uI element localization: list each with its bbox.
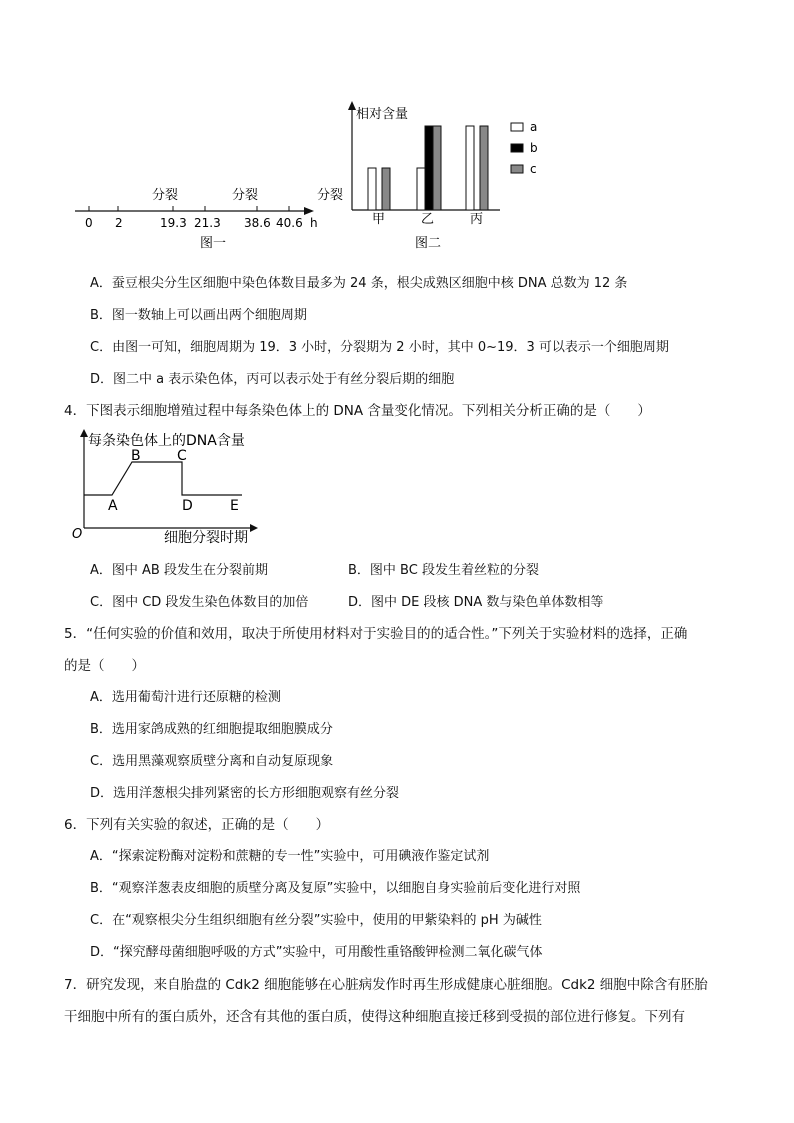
q3-option-a: A．蚕豆根尖分生区细胞中染色体数目最多为 24 条，根尖成熟区细胞中核 DNA 总数为 12 条 [90,276,628,291]
axis-unit-h: h [310,216,318,230]
point-label-e: E [230,498,239,514]
bar-c-甲 [382,168,390,210]
figure-2-caption: 图二 [415,236,442,251]
q6-option-c: C．在“观察根尖分生组织细胞有丝分裂”实验中，使用的甲紫染料的 pH 为碱性 [90,913,542,928]
q7-stem-line2: 干细胞中所有的蛋白质外，还含有其他的蛋白质，使得这种细胞直接迁移到受损的部位进行修复。下列有 [64,1009,685,1025]
graph-ylabel: 每条染色体上的DNA含量 [88,433,245,449]
q4-dna-content-graph [70,425,300,550]
category-label-bing: 丙 [470,212,484,227]
legend-swatch-c [511,165,523,173]
graph-y-arrowhead [80,429,88,437]
q4-option-d: D．图中 DE 段核 DNA 数与染色单体数相等 [348,595,604,610]
q3-option-d: D．图二中 a 表示染色体，丙可以表示处于有丝分裂后期的细胞 [90,372,455,387]
bar-c-乙 [433,126,441,210]
chart-ylabel: 相对含量 [356,107,409,122]
bar-a-乙 [417,168,425,210]
bar-b-乙 [425,126,433,210]
q3-option-b: B．图一数轴上可以画出两个细胞周期 [90,308,307,323]
legend-swatch-b [511,144,523,152]
q6-option-d: D．“探究酵母菌细胞呼吸的方式”实验中，可用酸性重铬酸钾检测二氧化碳气体 [90,945,543,960]
point-label-b: B [131,448,141,464]
q3-option-c: C．由图一可知，细胞周期为 19．3 小时，分裂期为 2 小时，其中 0~19．3 可以表示一个细胞周期 [90,340,669,355]
figure-2-bar-chart [340,98,570,258]
dna-content-curve [84,462,242,495]
q5-stem-line2: 的是（ ） [64,658,145,674]
graph-x-arrowhead [250,524,258,532]
q4-option-a: A．图中 AB 段发生在分裂前期 [90,563,268,578]
q5-option-a: A．选用葡萄汁进行还原糖的检测 [90,690,281,705]
q7-stem-line1: 7．研究发现，来自胎盘的 Cdk2 细胞能够在心脏病发作时再生形成健康心脏细胞。Cdk2 细胞中除含有胚胎 [64,977,708,993]
tick-label-21-3: 21.3 [194,216,221,230]
legend-swatch-a [511,123,523,131]
graph-xlabel: 细胞分裂时期 [164,530,248,546]
q4-stem: 4．下图表示细胞增殖过程中每条染色体上的 DNA 含量变化情况。下列相关分析正确的是（ ） [64,403,651,419]
y-axis-arrowhead [348,101,356,110]
legend-label-a: a [530,120,538,134]
tick-label-40-6: 40.6 [276,216,303,230]
point-label-d: D [182,498,193,514]
category-label-jia: 甲 [372,212,386,227]
q5-option-c: C．选用黑藻观察质壁分离和自动复原现象 [90,754,334,769]
q6-stem: 6．下列有关实验的叙述，正确的是（ ） [64,817,330,833]
tick-label-0: 0 [85,216,93,230]
tick-label-38-6: 38.6 [244,216,271,230]
division-label-1: 分裂 [152,188,179,203]
q6-option-b: B．“观察洋葱表皮细胞的质壁分离及复原”实验中，以细胞自身实验前后变化进行对照 [90,881,581,896]
figure-1-caption: 图一 [200,236,227,251]
q5-stem-line1: 5．“任何实验的价值和效用，取决于所使用材料对于实验目的的适合性。”下列关于实验材料的选择，正确 [64,626,688,642]
point-label-c: C [177,448,187,464]
division-label-3: 分裂 [317,188,344,203]
legend-label-b: b [530,141,538,155]
axis-arrowhead [304,207,314,215]
division-label-2: 分裂 [232,188,259,203]
figure-1-cell-cycle-axis [60,180,344,260]
tick-label-19-3: 19.3 [160,216,187,230]
point-label-a: A [108,498,118,514]
q4-option-c: C．图中 CD 段发生染色体数目的加倍 [90,595,309,610]
axis-tick-marks [89,206,289,211]
category-label-yi: 乙 [421,212,435,227]
bar-marks [368,126,488,210]
tick-label-2: 2 [115,216,123,230]
bar-a-丙 [466,126,474,210]
bar-c-丙 [480,126,488,210]
q5-option-d: D．选用洋葱根尖排列紧密的长方形细胞观察有丝分裂 [90,786,400,801]
graph-origin-o: O [72,527,83,542]
bar-a-甲 [368,168,376,210]
q4-option-b: B．图中 BC 段发生着丝粒的分裂 [348,563,539,578]
q6-option-a: A．“探索淀粉酶对淀粉和蔗糖的专一性”实验中，可用碘液作鉴定试剂 [90,849,490,864]
q5-option-b: B．选用家鸽成熟的红细胞提取细胞膜成分 [90,722,333,737]
legend-label-c: c [530,162,537,176]
